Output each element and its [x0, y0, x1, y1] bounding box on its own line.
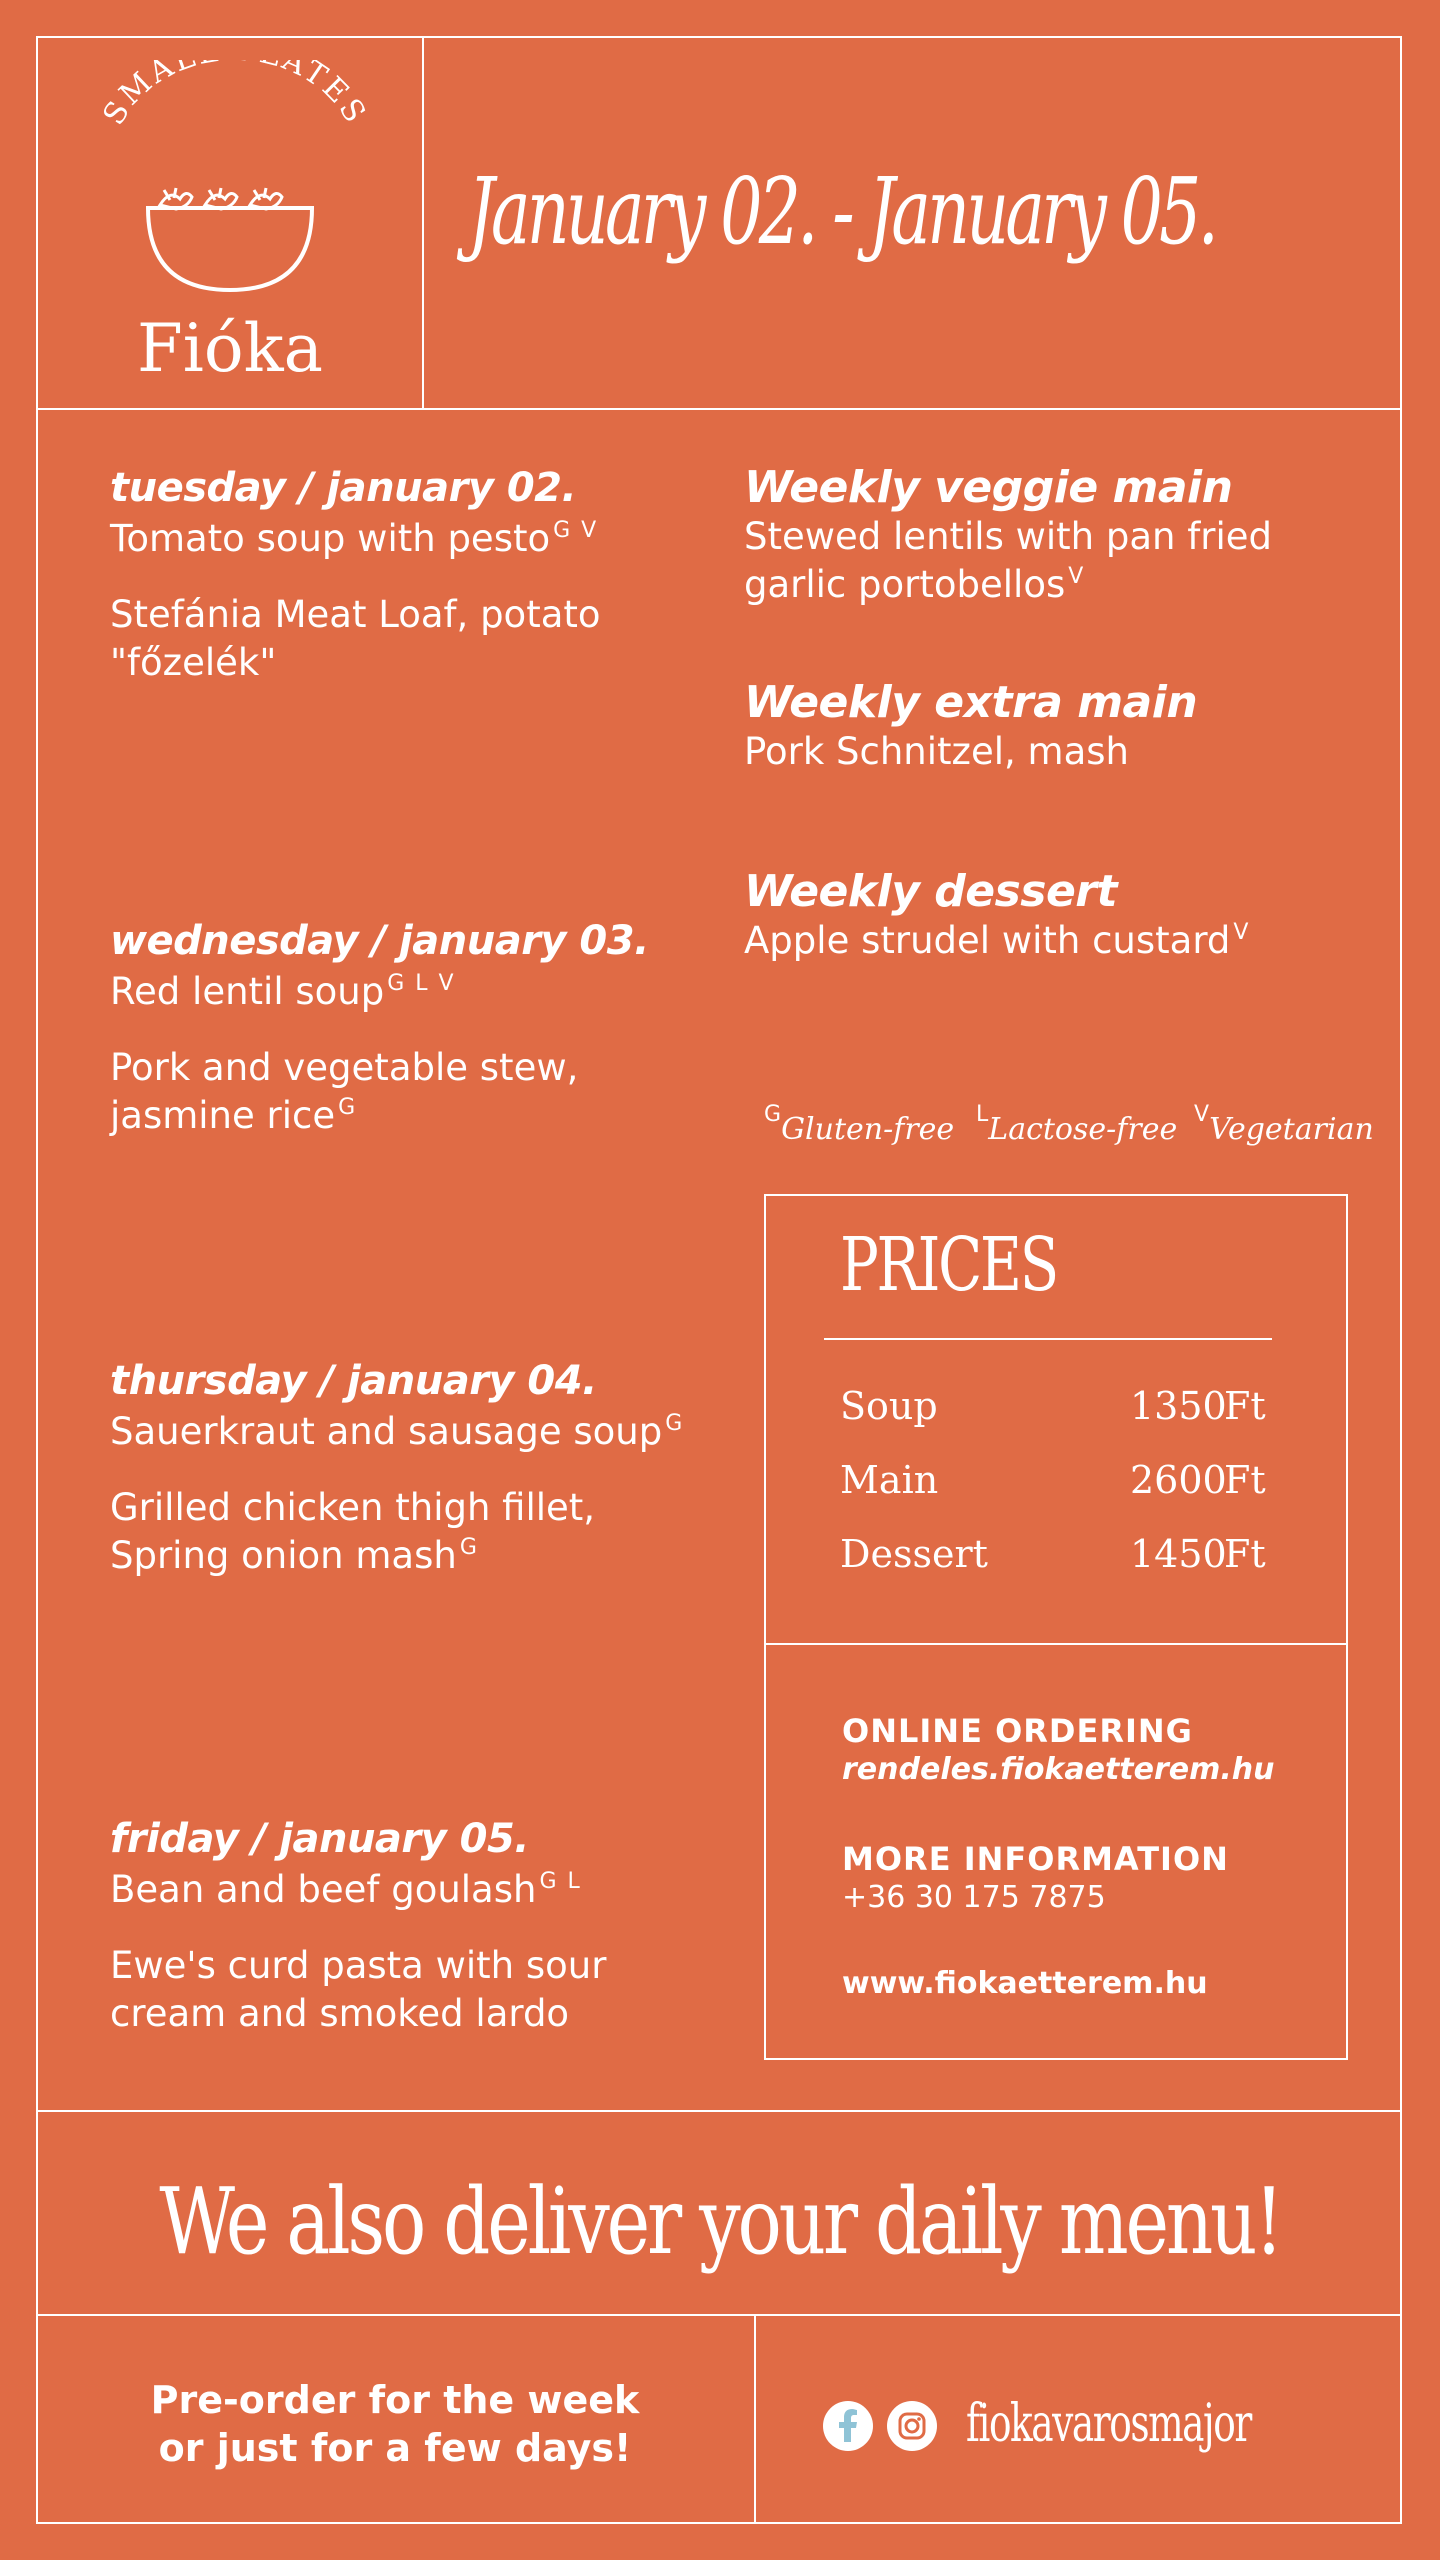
day-friday	[110, 1816, 750, 2038]
preorder-text	[36, 2376, 754, 2472]
facebook-link[interactable]	[822, 2400, 874, 2452]
main-dish: Stefánia Meat Loaf, potato "főzelék"	[110, 593, 601, 684]
prices-box-divider	[764, 1643, 1348, 1645]
day-heading: wednesday / january 03.	[110, 918, 649, 964]
weekly-dish: Apple strudel with custard $^V$	[744, 919, 1251, 962]
prices-title-rule	[824, 1338, 1272, 1340]
preorder-line-2: or just for a few days!	[158, 2426, 632, 2470]
weekly-dessert	[744, 866, 1394, 965]
price-currency: Ft	[1224, 1384, 1266, 1428]
date-range-title: January 02. - January 05.	[468, 158, 1216, 265]
footer-divider	[754, 2314, 756, 2524]
price-row-soup	[840, 1384, 1270, 1434]
delivery-top-line	[36, 2110, 1402, 2112]
prices-box	[764, 1194, 1348, 2060]
price-amount: 2600	[1130, 1458, 1227, 1502]
soup-dish: Sauerkraut and sausage soup $^G$	[110, 1410, 685, 1453]
soup-dish: Tomato soup with pesto $^{G V}$	[110, 517, 599, 560]
main-dish: Pork and vegetable stew, jasmine rice $^G$	[110, 1046, 579, 1137]
day-heading: friday / january 05.	[110, 1816, 530, 1862]
price-item: Main	[840, 1458, 939, 1502]
brand-name: Fióka	[137, 310, 323, 387]
weekly-heading: Weekly extra main	[744, 677, 1198, 728]
instagram-icon	[886, 2400, 938, 2452]
day-tuesday	[110, 465, 710, 687]
price-row-dessert	[840, 1532, 1270, 1582]
delivery-headline: We also deliver your daily menu!	[159, 2168, 1281, 2275]
social-handle[interactable]: fiokavarosmajor	[966, 2394, 1251, 2454]
weekly-dish: Stewed lentils with pan fried garlic portobellos $^V$	[744, 515, 1273, 606]
price-currency: Ft	[1224, 1532, 1266, 1576]
logo	[60, 60, 400, 400]
weekly-dish: Pork Schnitzel, mash	[744, 730, 1129, 773]
header-bottom-line	[36, 408, 1402, 410]
prices-title: PRICES	[840, 1222, 1057, 1308]
day-heading: tuesday / january 02.	[110, 465, 577, 511]
price-currency: Ft	[1224, 1458, 1266, 1502]
preorder-line-1: Pre-order for the week	[150, 2378, 640, 2422]
instagram-link[interactable]	[886, 2400, 938, 2452]
legend-lactose-free: $^L$Lactose-free	[976, 1102, 1178, 1147]
header-divider	[422, 36, 424, 410]
legend-gluten-free: $^G$Gluten-free	[764, 1102, 955, 1147]
more-information-label: MORE INFORMATION	[842, 1840, 1229, 1878]
online-ordering-label: ONLINE ORDERING	[842, 1712, 1193, 1750]
main-dish: Ewe's curd pasta with sour cream and smoked lardo	[110, 1944, 607, 2035]
phone-number[interactable]: +36 30 175 7875	[842, 1880, 1106, 1915]
legend-vegetarian: $^V$Vegetarian	[1194, 1102, 1374, 1147]
price-item: Soup	[840, 1384, 938, 1428]
price-amount: 1350	[1130, 1384, 1227, 1428]
facebook-icon	[822, 2400, 874, 2452]
weekly-heading: Weekly veggie main	[744, 462, 1233, 513]
website-link[interactable]: www.fiokaetterem.hu	[842, 1966, 1208, 2001]
price-row-main	[840, 1458, 1270, 1508]
weekly-heading: Weekly dessert	[744, 866, 1118, 917]
price-amount: 1450	[1130, 1532, 1227, 1576]
day-thursday	[110, 1358, 750, 1580]
delivery-bottom-line	[36, 2314, 1402, 2316]
main-dish: Grilled chicken thigh fillet, Spring onion mash $^G$	[110, 1486, 596, 1577]
day-heading: thursday / january 04.	[110, 1358, 597, 1404]
soup-dish: Bean and beef goulash $^{G L}$	[110, 1868, 582, 1911]
svg-text:SMALL PLATES: SMA ATES	[96, 60, 374, 132]
online-ordering-link[interactable]: rendeles.fiokaetterem.hu	[842, 1752, 1275, 1787]
soup-dish: Red lentil soup $^{G L V}$	[110, 970, 456, 1013]
day-wednesday	[110, 918, 730, 1140]
weekly-veggie	[744, 462, 1384, 609]
weekly-extra	[744, 677, 1384, 776]
price-item: Dessert	[840, 1532, 988, 1576]
